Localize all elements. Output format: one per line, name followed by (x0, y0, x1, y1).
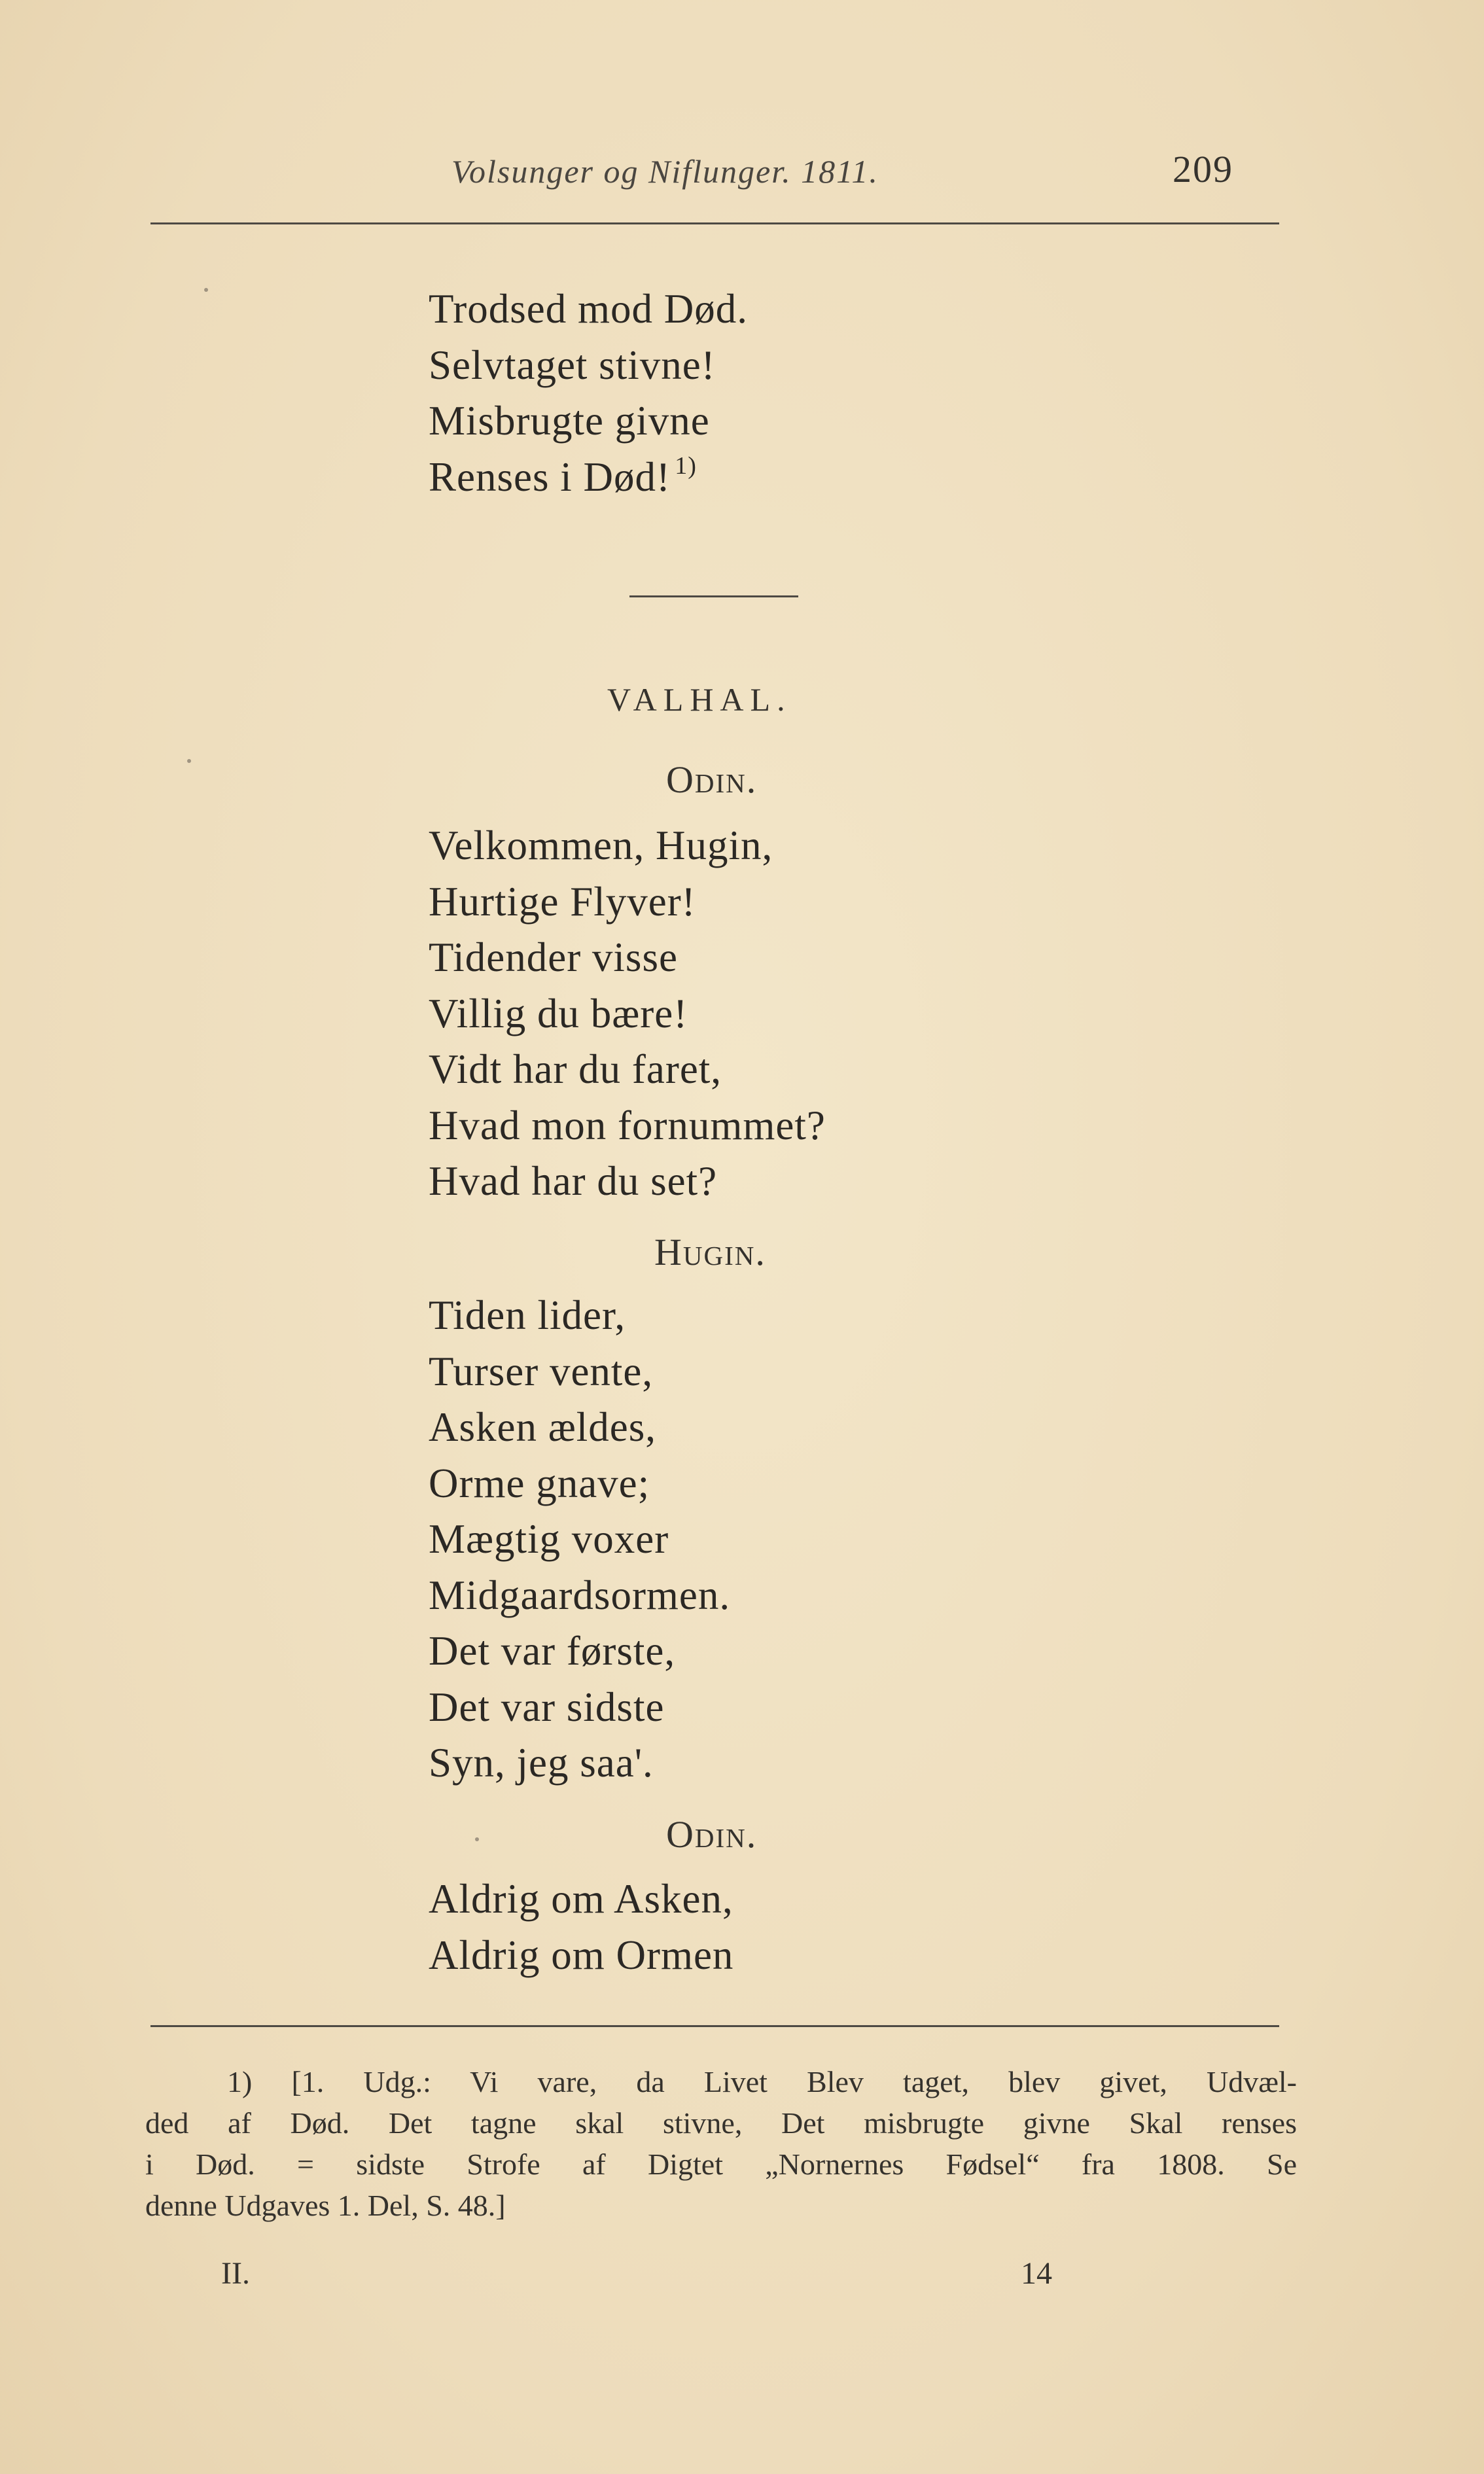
footnote-line: i Død. = sidste Strofe af Digtet „Nornernes Fødsel“ fra 1808. Se (145, 2147, 1297, 2181)
page-number: 209 (1173, 148, 1233, 190)
verse-line: Vidt har du faret, (429, 1046, 722, 1092)
footnote-line: denne Udgaves 1. Del, S. 48.] (145, 2189, 506, 2222)
paper-speck (475, 1837, 479, 1841)
verse-line: Hurtige Flyver! (429, 878, 696, 925)
verse-line: Velkommen, Hugin, (429, 822, 773, 868)
sheet-signature: 14 (1021, 2256, 1052, 2291)
stanza-4 (429, 1871, 733, 1983)
stanza-1 (429, 281, 748, 505)
speaker-heading: Hugin. (654, 1231, 766, 1273)
verse-line: Det var første, (429, 1628, 676, 1674)
verse-line: Turser vente, (429, 1348, 654, 1394)
footnote-line: ded af Død. Det tagne skal stivne, Det misbrugte givne Skal renses (145, 2106, 1297, 2140)
stanza-3 (429, 1288, 730, 1792)
verse-line: Det var sidste (429, 1684, 665, 1730)
verse-line: Orme gnave; (429, 1460, 650, 1506)
verse-line: Misbrugte givne (429, 398, 710, 444)
verse-line: Aldrig om Ormen (429, 1932, 734, 1978)
verse-line: Tidender visse (429, 934, 678, 980)
footnote-line: 1) [1. Udg.: Vi vare, da Livet Blev taget, blev givet, Udvæl- (227, 2065, 1297, 2098)
verse-line: Trodsed mod Død. (429, 286, 748, 332)
volume-signature: II. (221, 2256, 250, 2291)
footnote-rule (150, 2025, 1279, 2027)
footnote (145, 2061, 1297, 2226)
verse-line-text: Renses i Død! (429, 453, 671, 500)
paper-speck (187, 759, 191, 763)
verse-line: Aldrig om Asken, (429, 1876, 733, 1922)
verse-line: Tiden lider, (429, 1292, 626, 1338)
paper-speck (204, 288, 208, 292)
section-title: VALHAL. (607, 681, 792, 718)
verse-line: Midgaardsormen. (429, 1572, 731, 1618)
verse-line: Selvtaget stivne! (429, 342, 716, 388)
section-divider (629, 595, 798, 597)
verse-line: Hvad har du set? (429, 1158, 718, 1204)
running-head-title: Volsunger og Niflunger. 1811. (451, 153, 879, 190)
speaker-heading: Odin. (666, 758, 758, 801)
verse-line: Mægtig voxer (429, 1516, 669, 1562)
verse-line: Villig du bære! (429, 990, 688, 1036)
header-rule (150, 222, 1279, 224)
verse-line: Hvad mon fornummet? (429, 1102, 826, 1148)
running-head (150, 147, 1279, 200)
verse-line: Asken ældes, (429, 1404, 656, 1450)
speaker-heading: Odin. (666, 1813, 758, 1856)
verse-line: Syn, jeg saa'. (429, 1740, 654, 1786)
verse-line-with-note (429, 450, 748, 506)
stanza-2 (429, 818, 826, 1210)
footnote-reference[interactable]: 1) (675, 451, 697, 480)
